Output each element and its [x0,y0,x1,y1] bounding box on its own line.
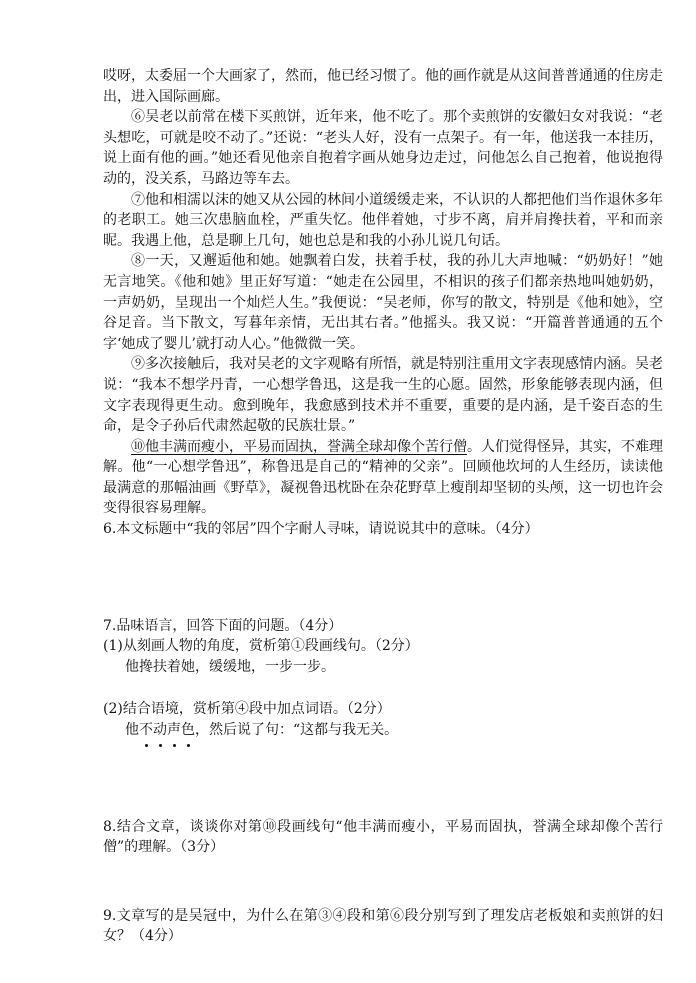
question-9: 9.文章写的是吴冠中，为什么在第③④段和第⑥段分别写到了理发店老板娘和卖煎饼的妇女？（4分） [103,907,663,945]
question-7: 7.品味语言，回答下面的问题。（4分） [103,617,343,634]
paragraph-9: ⑨多次接触后，我对吴老的文字观略有所悟，就是特别注重用文字表现感情内涵。吴老说：“我本不想学丹青，一心想学鲁迅，这是我一生的心愿。固然，形象能够表现内涵，但文字表现得更生动。愈到晚年，我愈感到技术并不重要，重要的是内涵，是千姿百态的生命，是令子孙后代肃然起敬的民族壮景。” [103,356,663,435]
question-6: 6.本文标题中“我的邻居”四个字耐人寻味，请说说其中的意味。（4分） [103,521,539,538]
dotted-character: 不 [139,720,153,741]
quote-prefix: 他 [125,722,139,739]
answer-space-8 [103,858,663,906]
paragraph-7: ⑦他和相濡以沫的她又从公园的林间小道缓缓走来，不认识的人都把他们当作退休多年的老职工。她三次患脑血栓，严重失忆。他伴着她，寸步不离，肩并肩搀扶着，平和而亲昵。我遇上他，总是聊上几句，她也总是和我的小孙儿说几句话。 [103,191,663,249]
question-7-2: (2)结合语境，赏析第④段中加点词语。（2分） [103,701,391,718]
paragraph-8: ⑧一天，又邂逅他和她。她飘着白发，扶着手杖，我的孙儿大声地喊：“奶奶好！”她无言地笑。《他和她》里正好写道：“她走在公园里，不相识的孩子们都亲热地叫她奶奶，一声奶奶，呈现出一个灿烂人生。”我便说：“吴老师，你写的散文，特别是《他和她》，空谷足音。当下散文，写暮年亲情，无出其右者。”他摇头。我又说：“开篇普普通通的五个字‘她成了婴儿’就打动人心。”他微微一笑。 [103,253,663,352]
question-7-2-quote [125,720,663,741]
dotted-character: 动 [153,720,167,741]
paragraph-10 [103,437,663,519]
paragraph-10-rest: 。人们觉得怪异，其实，不难理解。他“一心想学鲁迅”，称鲁迅是自己的“精神的父亲”。回顾他坎坷的人生经历，读读他最满意的那幅油画《野草》，凝视鲁迅枕卧在杂花野草上瘦削却坚韧的头颅，这一切也许会变得很容易理解。 [103,438,663,517]
quote-suffix: ，然后说了句：“这都与我无关。 [195,722,399,739]
dotted-word [139,722,195,738]
answer-space-7-2 [103,741,663,817]
paragraph-continuation: 哎呀，太委屈一个大画家了，然而，他已经习惯了。他的画作就是从这间普普通通的住房走出，进入国际画廊。 [103,68,663,105]
answer-space-6 [103,540,663,616]
question-8: 8.结合文章，谈谈你对第⑩段画线句“他丰满而瘦小，平易而固执，誉满全球却像个苦行僧”的理解。（3分） [103,818,663,856]
answer-space-7-1 [103,677,663,699]
dotted-character: 色 [181,720,195,741]
underlined-sentence: ⑩他丰满而瘦小，平易而固执，誉满全球却像个苦行僧 [131,438,467,455]
question-7-1: (1)从刻画人物的角度，赏析第①段画线句。（2分） [103,638,419,655]
document-page [103,66,663,947]
dotted-character: 声 [167,720,181,741]
paragraph-6: ⑥吴老以前常在楼下买煎饼，近年来，他不吃了。那个卖煎饼的安徽妇女对我说：“老头想吃，可就是咬不动了。”还说：“老头人好，没有一点架子。有一年，他送我一本挂历，说上面有他的画。”她还看见他亲自抱着字画从她身边走过，问他怎么自己抱着，他说抱得动的，没关系，马路边等车去。 [103,109,663,187]
question-7-1-quote: 他搀扶着她，缓缓地，一步一步。 [125,658,335,675]
